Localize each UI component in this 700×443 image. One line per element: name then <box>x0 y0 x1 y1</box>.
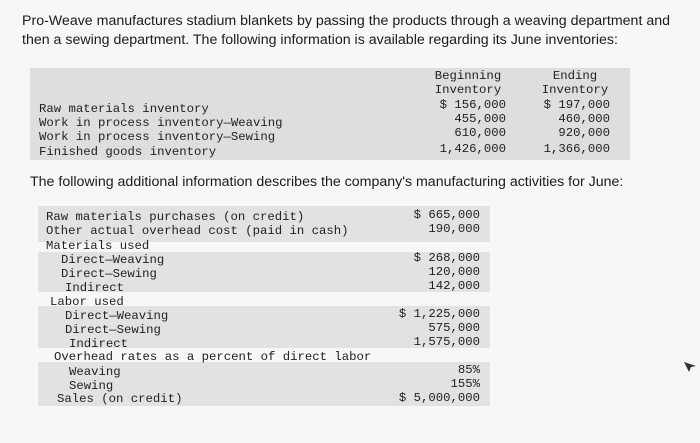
activity-table <box>38 206 490 406</box>
activity-label: Direct—Sewing <box>61 267 157 281</box>
inventory-beginning-value: 610,000 <box>454 126 506 140</box>
inventory-ending-value: 1,366,000 <box>543 142 610 156</box>
inventory-label: Finished goods inventory <box>39 145 217 159</box>
activity-label: Indirect <box>69 337 129 351</box>
activity-label: Overhead rates as a percent of direct labor <box>54 350 372 364</box>
inventory-label: Raw materials inventory <box>39 102 209 116</box>
inventory-ending-value: 920,000 <box>558 126 610 140</box>
activity-value: $ 1,225,000 <box>398 307 480 321</box>
activity-label: Raw materials purchases (on credit) <box>46 210 305 224</box>
activity-label: Labor used <box>50 295 124 309</box>
activity-value: 190,000 <box>428 222 480 236</box>
activity-label: Materials used <box>46 239 150 253</box>
activity-value: 142,000 <box>428 279 480 293</box>
activity-value: 575,000 <box>428 321 480 335</box>
inventory-beginning-value: 455,000 <box>454 112 506 126</box>
inventory-table <box>30 68 630 160</box>
activity-value: $ 665,000 <box>413 208 480 222</box>
additional-info-text: The following additional information describes the company's manufacturing activities for June: <box>30 174 624 190</box>
activity-label: Direct—Sewing <box>65 323 161 337</box>
activity-label: Direct—Weaving <box>65 309 169 323</box>
beginning-header-line2: Inventory <box>434 83 502 97</box>
activity-label: Weaving <box>69 365 121 379</box>
inventory-beginning-value: $ 156,000 <box>439 98 506 112</box>
ending-header-line2: Inventory <box>541 83 609 97</box>
inventory-label: Work in process inventory—Sewing <box>39 130 276 144</box>
activity-label: Other actual overhead cost (paid in cash) <box>46 224 349 238</box>
activity-value: 155% <box>450 377 480 391</box>
activity-value: $ 5,000,000 <box>398 391 480 405</box>
activity-value: 1,575,000 <box>413 335 480 349</box>
activity-label: Sales (on credit) <box>57 392 183 406</box>
inventory-ending-value: 460,000 <box>558 112 610 126</box>
intro-paragraph: Pro-Weave manufactures stadium blankets by passing the products through a weaving department and then a sewing department. The following information is available regarding its June inventories: <box>22 13 671 48</box>
activity-label: Direct—Weaving <box>61 253 165 267</box>
activity-value: 85% <box>457 363 480 377</box>
inventory-ending-value: $ 197,000 <box>543 98 610 112</box>
activity-label: Sewing <box>69 379 114 393</box>
mouse-pointer-icon <box>683 359 697 373</box>
inventory-beginning-value: 1,426,000 <box>439 142 506 156</box>
beginning-header-line1: Beginning <box>434 69 502 83</box>
activity-label: Indirect <box>65 281 125 295</box>
activity-value: $ 268,000 <box>413 251 480 265</box>
ending-header-line1: Ending <box>552 69 598 83</box>
activity-value: 120,000 <box>428 265 480 279</box>
inventory-label: Work in process inventory—Weaving <box>39 116 283 130</box>
